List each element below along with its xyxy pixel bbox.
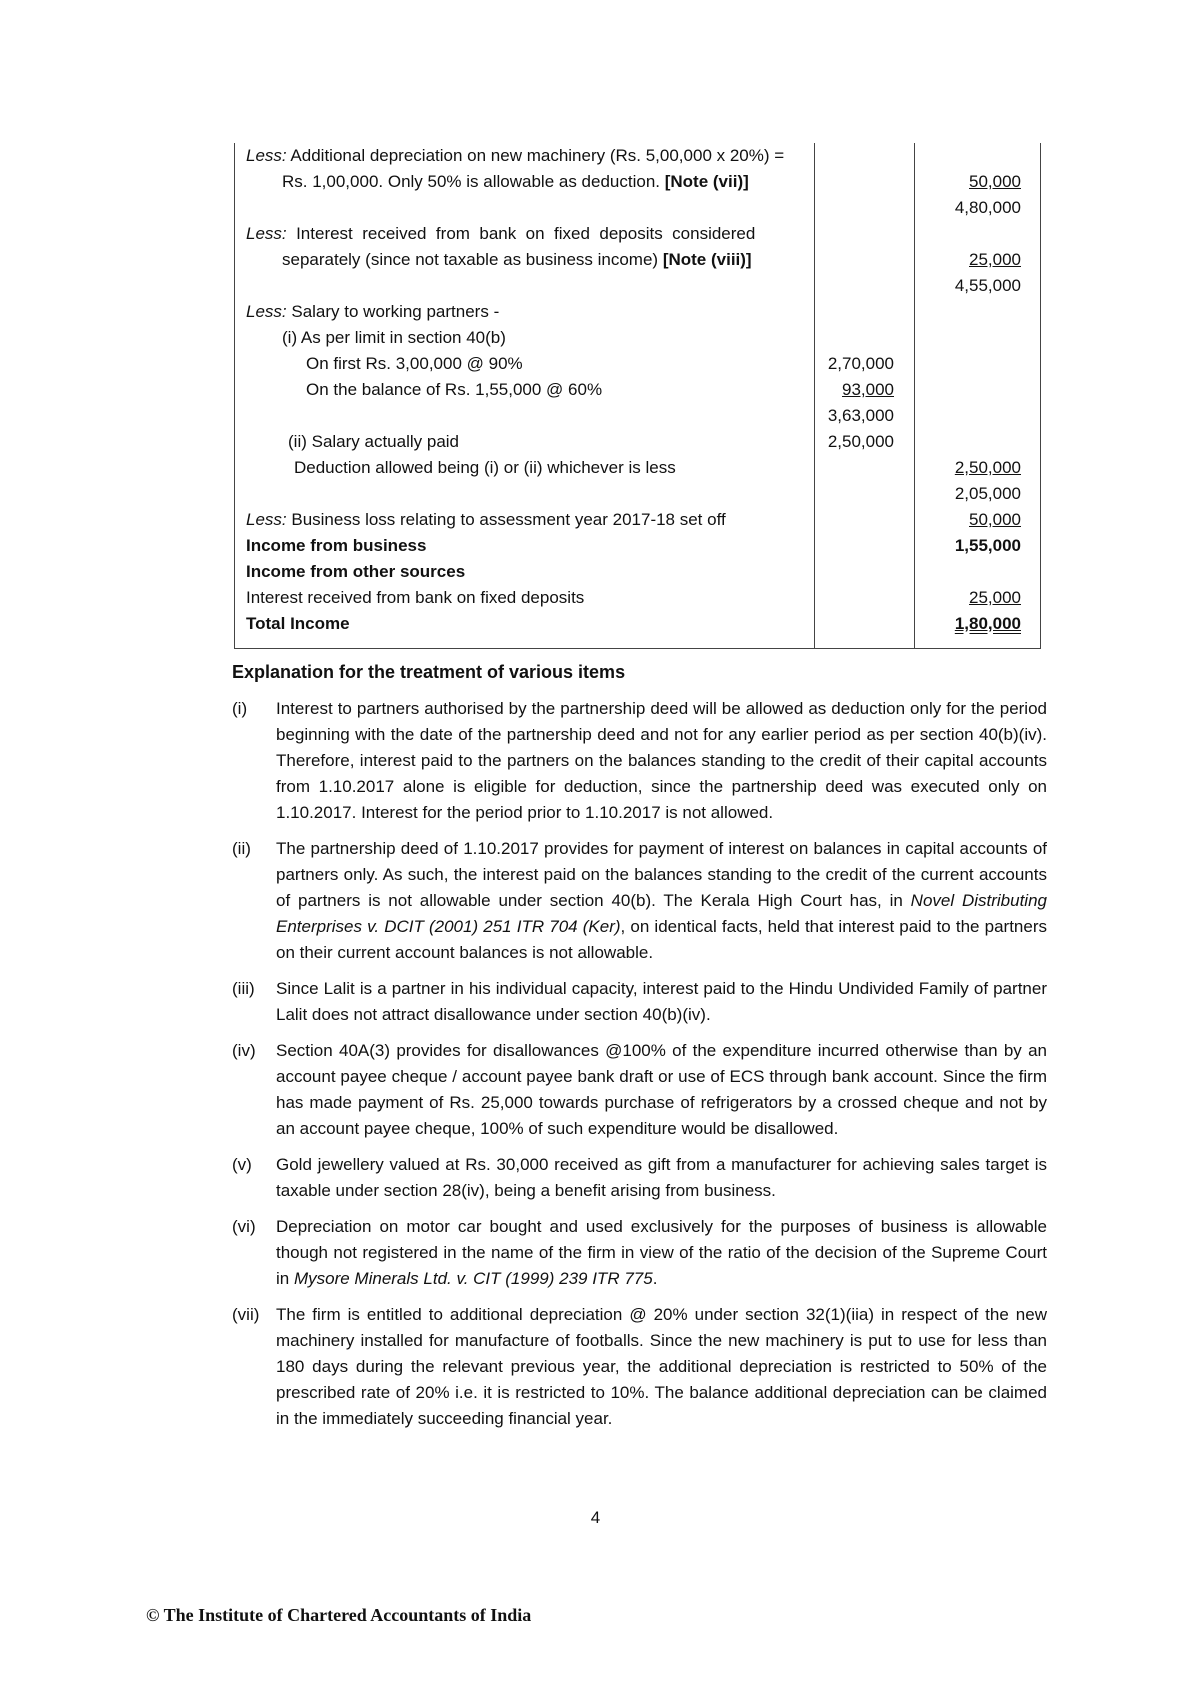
list-item: (ii) The partnership deed of 1.10.2017 provides for payment of interest on balances in capital accounts of partners only. As such, the interest paid on the balances standing to the credit of the current accounts of partners is not allowable under section 40(b). The Kerala High Court has, in Novel Distributing Enterprises v. DCIT (2001) 251 ITR 704 (Ker), on identical facts, held that interest paid to the partners on their current account balances is not allowable. bbox=[232, 839, 1047, 962]
subtotal-cell: 2,05,000 bbox=[954, 484, 1021, 503]
subtotal-cell: 4,80,000 bbox=[954, 198, 1021, 217]
amount-cell: 25,000 bbox=[969, 588, 1021, 607]
table-row bbox=[234, 273, 1041, 299]
list-item: (v) Gold jewellery valued at Rs. 30,000 received as gift from a manufacturer for achieving sales target is taxable under section 28(iv), being a benefit arising from business. bbox=[232, 1155, 1047, 1200]
case-citation: Mysore Minerals Ltd. v. CIT (1999) 239 ITR 775 bbox=[293, 1269, 653, 1288]
amount-cell: 93,000 bbox=[842, 380, 894, 399]
list-item: (iii) Since Lalit is a partner in his individual capacity, interest paid to the Hindu Undivided Family of partner Lalit does not attract disallowance under section 40(b)(iv). bbox=[232, 979, 1047, 1024]
page-number: 4 bbox=[590, 1508, 601, 1527]
case-citation: Novel Distributing Enterprises v. DCIT (2001) 251 ITR 704 (Ker) bbox=[276, 891, 1047, 936]
subtotal-cell: 4,55,000 bbox=[954, 276, 1021, 295]
explanation-list bbox=[232, 696, 1047, 1442]
table-row: Interest received from bank on fixed deposits 25,000 bbox=[234, 585, 1041, 611]
copyright-footer: © The Institute of Chartered Accountants of India bbox=[146, 1605, 532, 1625]
table-row bbox=[234, 195, 1041, 221]
table-row: (ii) Salary actually paid 2,50,000 bbox=[234, 429, 1041, 455]
amount-cell: 50,000 bbox=[969, 510, 1021, 529]
list-item: (vi) Depreciation on motor car bought and used exclusively for the purposes of business is allowable though not registered in the name of the firm in view of the ratio of the decision of the Supreme Court in Mysore Minerals Ltd. v. CIT (1999) 239 ITR 775. bbox=[232, 1217, 1047, 1288]
amount-cell: 2,50,000 bbox=[827, 432, 894, 451]
amount-cell: 1,55,000 bbox=[954, 536, 1021, 555]
table-row: On the balance of Rs. 1,55,000 @ 60% 93,000 bbox=[234, 377, 1041, 403]
table-row: On first Rs. 3,00,000 @ 90% 2,70,000 bbox=[234, 351, 1041, 377]
table-row: Total Income 1,80,000 bbox=[234, 611, 1041, 637]
table-row: separately (since not taxable as business income) [Note (viii)] 25,000 bbox=[234, 247, 1041, 273]
amount-cell: 50,000 bbox=[969, 172, 1021, 191]
table-row: Less: Additional depreciation on new machinery (Rs. 5,00,000 x 20%) = bbox=[246, 146, 785, 165]
table-row bbox=[234, 403, 1041, 429]
table-row: Rs. 1,00,000. Only 50% is allowable as deduction. [Note (vii)] 50,000 bbox=[234, 169, 1041, 195]
table-bottom-border bbox=[234, 648, 1041, 649]
amount-cell: 2,70,000 bbox=[827, 354, 894, 373]
table-row: Income from business 1,55,000 bbox=[234, 533, 1041, 559]
amount-cell: 25,000 bbox=[969, 250, 1021, 269]
amount-cell: 3,63,000 bbox=[827, 406, 894, 425]
table-row: (i) As per limit in section 40(b) bbox=[282, 328, 506, 347]
list-item: (vii) The firm is entitled to additional depreciation @ 20% under section 32(1)(iia) in respect of the new machinery installed for manufacture of footballs. Since the new machinery is put to use for less than 180 days during the relevant previous year, the additional depreciation is restricted to 50% of the prescribed rate of 20% i.e. it is restricted to 10%. The balance additional depreciation can be claimed in the immediately succeeding financial year. bbox=[232, 1305, 1047, 1428]
amount-cell: 2,50,000 bbox=[954, 458, 1021, 477]
income-computation-table bbox=[234, 143, 1041, 649]
table-row: Less: Business loss relating to assessment year 2017-18 set off 50,000 bbox=[234, 507, 1041, 533]
total-amount-cell: 1,80,000 bbox=[954, 614, 1021, 633]
list-item: (iv) Section 40A(3) provides for disallowances @100% of the expenditure incurred otherwise than by an account payee cheque / account payee bank draft or use of ECS through bank account. Since the firm has made payment of Rs. 25,000 towards purchase of refrigerators by a crossed cheque and not by an account payee cheque, 100% of such expenditure would be disallowed. bbox=[232, 1041, 1047, 1138]
explanation-heading: Explanation for the treatment of various items bbox=[232, 662, 626, 682]
table-row: Less: Interest received from bank on fixed deposits considered bbox=[246, 224, 756, 243]
table-row: Deduction allowed being (i) or (ii) whichever is less 2,50,000 bbox=[234, 455, 1041, 481]
list-item: (i) Interest to partners authorised by the partnership deed will be allowed as deduction only for the period beginning with the date of the partnership deed and not for any earlier period as per section 40(b)(iv). Therefore, interest paid to the partners on the balances standing to the credit of their capital accounts from 1.10.2017 alone is eligible for deduction, since the partnership deed was executed only on 1.10.2017. Interest for the period prior to 1.10.2017 is not allowed. bbox=[232, 699, 1047, 822]
table-row: Income from other sources bbox=[246, 562, 466, 581]
table-row: Less: Salary to working partners - bbox=[246, 302, 500, 321]
table-row bbox=[234, 481, 1041, 507]
